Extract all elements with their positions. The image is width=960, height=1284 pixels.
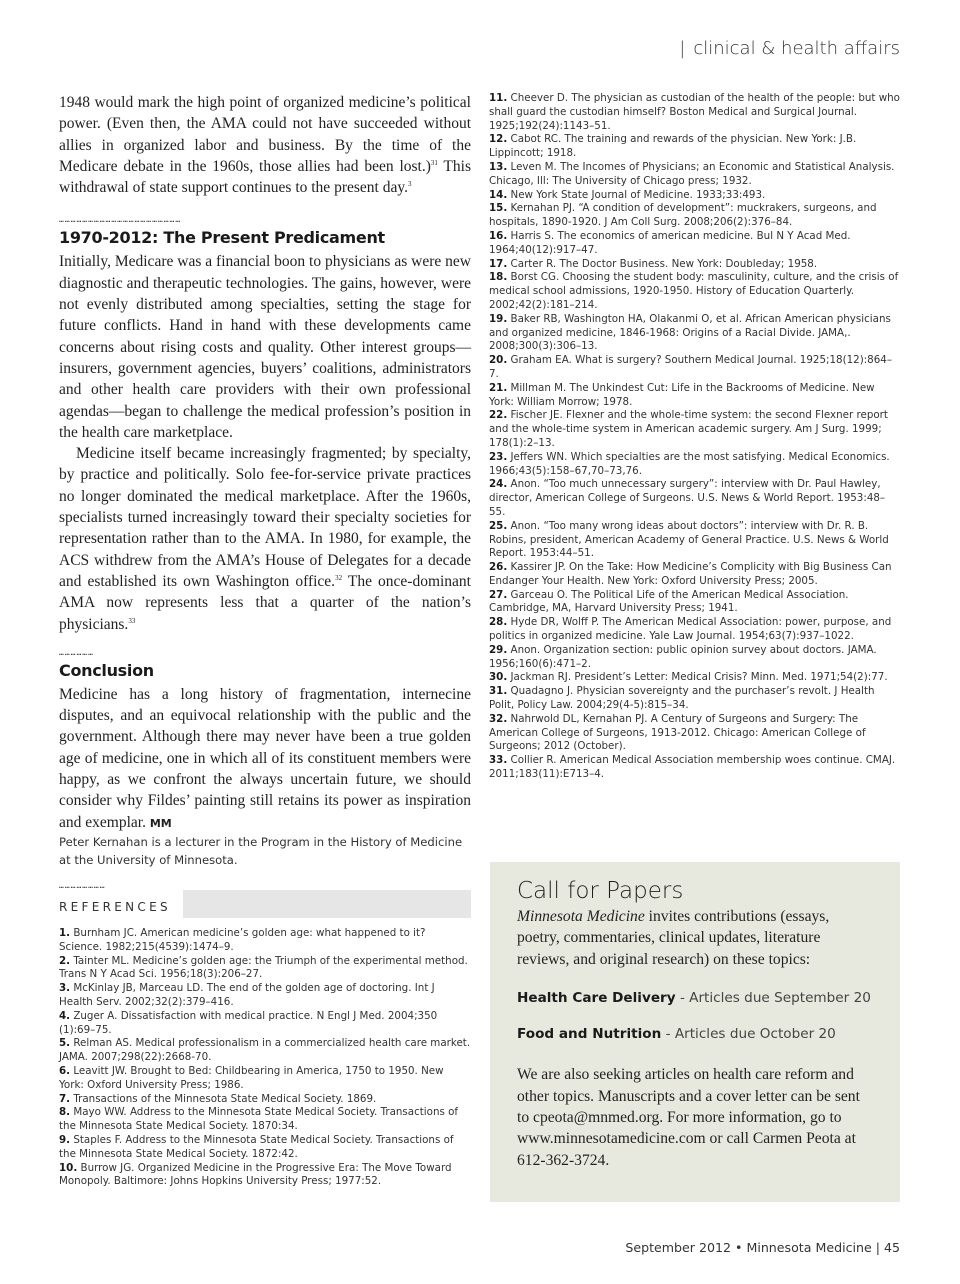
reference-number: 24. <box>489 478 508 491</box>
references-grey-bar <box>183 890 471 918</box>
reference-item <box>489 161 901 189</box>
cfp-topic-2 <box>517 1026 873 1042</box>
reference-item <box>489 451 901 479</box>
reference-number: 31. <box>489 685 508 698</box>
cfp-closing: We are also seeking articles on health care reform and other topics. Manuscripts and a cover letter can be sent to cpeota@mnmed.org. For more information, go to www.minnesotamedicine.com or call Carmen Peota at 612-362-3724. <box>517 1066 860 1169</box>
reference-item <box>489 685 901 713</box>
reference-text: McKinlay JB, Marceau LD. The end of the golden age of doctoring. Int J Health Serv. 2002;32(2):379–416. <box>59 982 435 1008</box>
reference-item <box>489 616 901 644</box>
cfp-topic-1 <box>517 990 873 1006</box>
citation-3: 3 <box>407 180 412 189</box>
reference-text: Kernahan PJ. “A condition of development”: muckrakers, surgeons, and hospitals, 1890-1920. J Am Coll Surg. 2008;206(2):376–84. <box>489 202 877 229</box>
author-bio: Peter Kernahan is a lecturer in the Program in the History of Medicine at the University of Minnesota. <box>59 835 463 867</box>
header-divider: | <box>679 38 686 59</box>
reference-number: 33. <box>489 754 508 767</box>
reference-text: Hyde DR, Wolff P. The American Medical Association: power, purpose, and politics in organized medicine. Yale Law Journal. 1954;63(7):937–1022. <box>489 616 892 643</box>
reference-text: Collier R. American Medical Association membership woes continue. CMAJ. 2011;183(11):E713–4. <box>489 754 896 781</box>
reference-text: Borst CG. Choosing the student body: masculinity, culture, and the crisis of medical school admissions, 1920-1950. History of Education Quarterly. 2002;42(2):181–214. <box>489 271 899 311</box>
cfp-topic-1-due: - Articles due September 20 <box>675 990 871 1007</box>
reference-text: Baker RB, Washington HA, Olakanmi O, et al. African American physicians and organized medicine, 1846-1968: Origins of a Racial Divide. JAMA,. 2008;300(3):306–13. <box>489 312 891 353</box>
citation-32: 32 <box>335 573 343 582</box>
reference-text: Tainter ML. Medicine’s golden age: the Triumph of the experimental method. Trans N Y Acad Sci. 1956;18(3):206–27. <box>59 954 468 981</box>
reference-item <box>59 1093 471 1107</box>
reference-item <box>489 271 901 312</box>
reference-number: 1. <box>59 927 71 939</box>
reference-text: Jeffers WN. Which specialties are the most satisfying. Medical Economics. 1966;43(5):158–67,70–73,76. <box>489 450 890 477</box>
reference-text: Cheever D. The physician as custodian of the health of the people: but who shall guard the custodian himself? Boston Medical and Surgical Journal. 1925;192(24):1143–51. <box>489 92 900 132</box>
reference-item <box>59 1010 471 1038</box>
reference-item <box>59 1037 471 1065</box>
reference-number: 16. <box>489 229 508 242</box>
reference-text: Zuger A. Dissatisfaction with medical practice. N Engl J Med. 2004;350 (1):69–75. <box>59 1009 438 1036</box>
references-divider-dots: …………………… <box>59 882 106 890</box>
reference-number: 29. <box>489 643 508 656</box>
cfp-intro <box>517 906 873 970</box>
reference-item <box>489 382 901 410</box>
reference-item <box>59 955 471 983</box>
reference-number: 9. <box>59 1133 71 1146</box>
reference-item <box>489 713 901 754</box>
references-label: REFERENCES <box>59 900 171 914</box>
section-present-body <box>59 251 471 634</box>
reference-item <box>59 1134 471 1162</box>
reference-text: Kassirer JP. On the Take: How Medicine’s Complicity with Big Business Can Endanger Your Health. New York: Oxford University Press; 2005. <box>489 561 892 587</box>
reference-text: Garceau O. The Political Life of the American Medical Association. Cambridge, MA, Harvard University Press; 1941. <box>489 588 849 615</box>
page-footer: September 2012 • Minnesota Medicine | 45 <box>625 1240 900 1255</box>
reference-text: Staples F. Address to the Minnesota State Medical Society. Transactions of the Minnesota State Medical Society. 1872:42. <box>59 1133 454 1160</box>
reference-item <box>489 202 901 230</box>
present-text-1: Medicine itself became increasingly fragmented; by specialty, by practice and politically. Solo fee-for-service private practices no longer dominated the medical marketplace. After the 1960s, specialists turned increasingly toward their specialty societies for representation rather than to the AMA. In 1980, for example, the ACS withdrew from the AMA’s House of Delegates for a decade and established its own Washington office. <box>59 445 471 590</box>
reference-text: Jackman RJ. President’s Letter: Medical Crisis? Minn. Med. 1971;54(2):77. <box>507 671 888 684</box>
reference-text: Fischer JE. Flexner and the whole-time system: the second Flexner report and the whole-time system in American academic surgery. Am J Surg. 1999; 178(1):2–13. <box>489 409 888 449</box>
reference-number: 5. <box>59 1037 71 1050</box>
intro-text-2: This withdrawal of state support continues to the present day. <box>59 157 471 197</box>
reference-number: 23. <box>489 450 508 463</box>
reference-number: 7. <box>59 1092 71 1105</box>
call-for-papers-box <box>490 862 900 1202</box>
reference-number: 4. <box>59 1009 71 1022</box>
reference-number: 14. <box>489 188 508 201</box>
reference-item <box>489 409 901 450</box>
reference-number: 27. <box>489 588 508 601</box>
reference-item <box>489 754 901 782</box>
reference-item <box>489 561 901 589</box>
reference-text: Anon. “Too much unnecessary surgery”: interview with Dr. Paul Hawley, director, American College of Surgeons. U.S. News & World Report. 1953:48–55. <box>489 478 886 518</box>
reference-item <box>489 354 901 382</box>
references-list-left <box>59 927 471 1189</box>
reference-text: Harris S. The economics of american medicine. Bul N Y Acad Med. 1964;40(12):917–47. <box>489 229 851 256</box>
reference-text: Transactions of the Minnesota State Medical Society. 1869. <box>70 1092 377 1105</box>
article-body <box>59 92 471 834</box>
reference-number: 15. <box>489 202 508 215</box>
reference-number: 6. <box>59 1064 71 1077</box>
reference-number: 11. <box>489 92 508 104</box>
cfp-journal-name: Minnesota Medicine <box>517 908 645 925</box>
section-title-conclusion: Conclusion <box>59 660 154 680</box>
reference-item <box>489 313 901 354</box>
conclusion-body <box>59 684 471 834</box>
end-mark: MM <box>149 816 172 830</box>
reference-item <box>489 133 901 161</box>
reference-number: 8. <box>59 1106 71 1119</box>
reference-number: 10. <box>59 1161 78 1174</box>
reference-item <box>489 92 901 133</box>
header-section: clinical & health affairs <box>693 38 900 59</box>
reference-number: 26. <box>489 561 508 574</box>
citation-33: 33 <box>128 616 136 625</box>
reference-number: 2. <box>59 954 71 967</box>
reference-number: 13. <box>489 160 508 173</box>
reference-text: Burrow JG. Organized Medicine in the Progressive Era: The Move Toward Monopoly. Baltimore: Johns Hopkins University Press; 1977:52. <box>59 1161 452 1188</box>
present-paragraph-2 <box>59 443 471 635</box>
section-title-present: 1970-2012: The Present Predicament <box>59 228 385 248</box>
references-list-right <box>489 92 901 782</box>
reference-number: 30. <box>489 671 508 684</box>
reference-item <box>489 644 901 672</box>
cfp-topic-1-name: Health Care Delivery <box>517 990 676 1007</box>
conclusion-text: Medicine has a long history of fragmentation, internecine disputes, and an equivocal relationship with the public and the government. Although there may never have been a true golden age of medicine, one in which all of its constituent members were happy, as we confront the always uncertain future, we should consider why Fildes’ painting still retains its power as inspiration and exemplar. <box>59 685 471 831</box>
reference-text: Carter R. The Doctor Business. New York: Doubleday; 1958. <box>507 257 818 270</box>
reference-text: New York State Journal of Medicine. 1933;33:493. <box>507 188 766 201</box>
references-header <box>59 882 471 918</box>
reference-text: Relman AS. Medical professionalism in a commercialized health care market. JAMA. 2007;298(22):2668-70. <box>59 1037 471 1064</box>
reference-text: Nahrwold DL, Kernahan PJ. A Century of Surgeons and Surgery: The American College of Surgeons, 1913-2012. Chicago: American College of Surgeons; 2012 (October). <box>489 712 866 753</box>
reference-number: 18. <box>489 271 508 284</box>
intro-text-1: 1948 would mark the high point of organized medicine’s political power. (Even then, the AMA could not have succeeded without allies in organized labor and business. By the time of the Medicare debate in the 1960s, those allies had been lost.) <box>59 94 471 175</box>
reference-number: 21. <box>489 381 508 394</box>
reference-text: Mayo WW. Address to the Minnesota State Medical Society. Transactions of the Minnesota State Medical Society. 1870:34. <box>59 1106 459 1133</box>
reference-number: 20. <box>489 354 508 367</box>
reference-item <box>489 258 901 272</box>
reference-text: Millman M. The Unkindest Cut: Life in the Backrooms of Medicine. New York: William Morrow; 1978. <box>489 381 875 408</box>
cfp-title: Call for Papers <box>517 878 684 904</box>
reference-item <box>59 1162 471 1190</box>
present-text-2: The once-dominant AMA now represents less that a quarter of the nation’s physicians. <box>59 572 471 633</box>
reference-number: 17. <box>489 257 508 270</box>
reference-text: Leven M. The Incomes of Physicians; an Economic and Statistical Analysis. Chicago, Ill: The University of Chicago press; 1932. <box>489 160 895 187</box>
reference-item <box>59 927 471 955</box>
reference-item <box>59 982 471 1010</box>
intro-paragraph <box>59 92 471 198</box>
reference-item <box>489 589 901 617</box>
reference-text: Quadagno J. Physician sovereignty and the purchaser’s revolt. J Health Polit, Policy Law. 2004;29(4-5):815–34. <box>489 685 875 712</box>
reference-number: 25. <box>489 519 508 532</box>
section-divider-dots: ……………………………………………………… <box>59 216 182 225</box>
reference-text: Cabot RC. The training and rewards of the physician. New York: J.B. Lippincott; 1918. <box>489 133 857 160</box>
conclusion-divider-dots: ……………… <box>59 648 94 657</box>
reference-item <box>489 478 901 519</box>
reference-number: 22. <box>489 409 508 422</box>
reference-text: Anon. “Too many wrong ideas about doctors”: interview with Dr. R. B. Robins, president, American Academy of General Practice. U.S. News & World Report. 1953:44–51. <box>489 519 889 560</box>
reference-number: 19. <box>489 312 508 325</box>
reference-item <box>489 520 901 561</box>
reference-item <box>59 1065 471 1093</box>
reference-text: Anon. Organization section: public opinion survey about doctors. JAMA. 1956;160(6):471–2. <box>489 643 877 670</box>
reference-text: Leavitt JW. Brought to Bed: Childbearing in America, 1750 to 1950. New York: Oxford University Press; 1986. <box>59 1064 444 1091</box>
present-paragraph-1: Initially, Medicare was a financial boon to physicians as were new diagnostic and therapeutic technologies. The gains, however, were not evenly distributed among specialties, setting the stage for future conflicts. Hand in hand with these developments came concerns about rising costs and quality. Other interest groups—insurers, government agencies, buyers’ coalitions, administrators and other health care providers with their own professional agendas—began to challenge the medical profession’s position in the health care marketplace. <box>59 253 471 441</box>
reference-number: 12. <box>489 133 508 146</box>
cfp-topic-2-due: - Articles due October 20 <box>661 1026 836 1043</box>
reference-item <box>489 230 901 258</box>
cfp-intro-text: invites contributions (essays, poetry, commentaries, clinical updates, literature reviews, and original research) on these topics: <box>517 908 830 968</box>
reference-text: Graham EA. What is surgery? Southern Medical Journal. 1925;18(12):864–7. <box>489 354 892 380</box>
reference-item <box>489 189 901 203</box>
reference-number: 28. <box>489 616 508 629</box>
reference-item <box>489 671 901 685</box>
cfp-topic-2-name: Food and Nutrition <box>517 1026 662 1043</box>
reference-text: Burnham JC. American medicine’s golden age: what happened to it? Science. 1982;215(4539):1474–9. <box>59 927 426 953</box>
citation-31: 31 <box>430 158 438 167</box>
reference-number: 3. <box>59 982 71 995</box>
reference-number: 32. <box>489 712 508 725</box>
running-header <box>679 38 900 59</box>
reference-item <box>59 1106 471 1134</box>
